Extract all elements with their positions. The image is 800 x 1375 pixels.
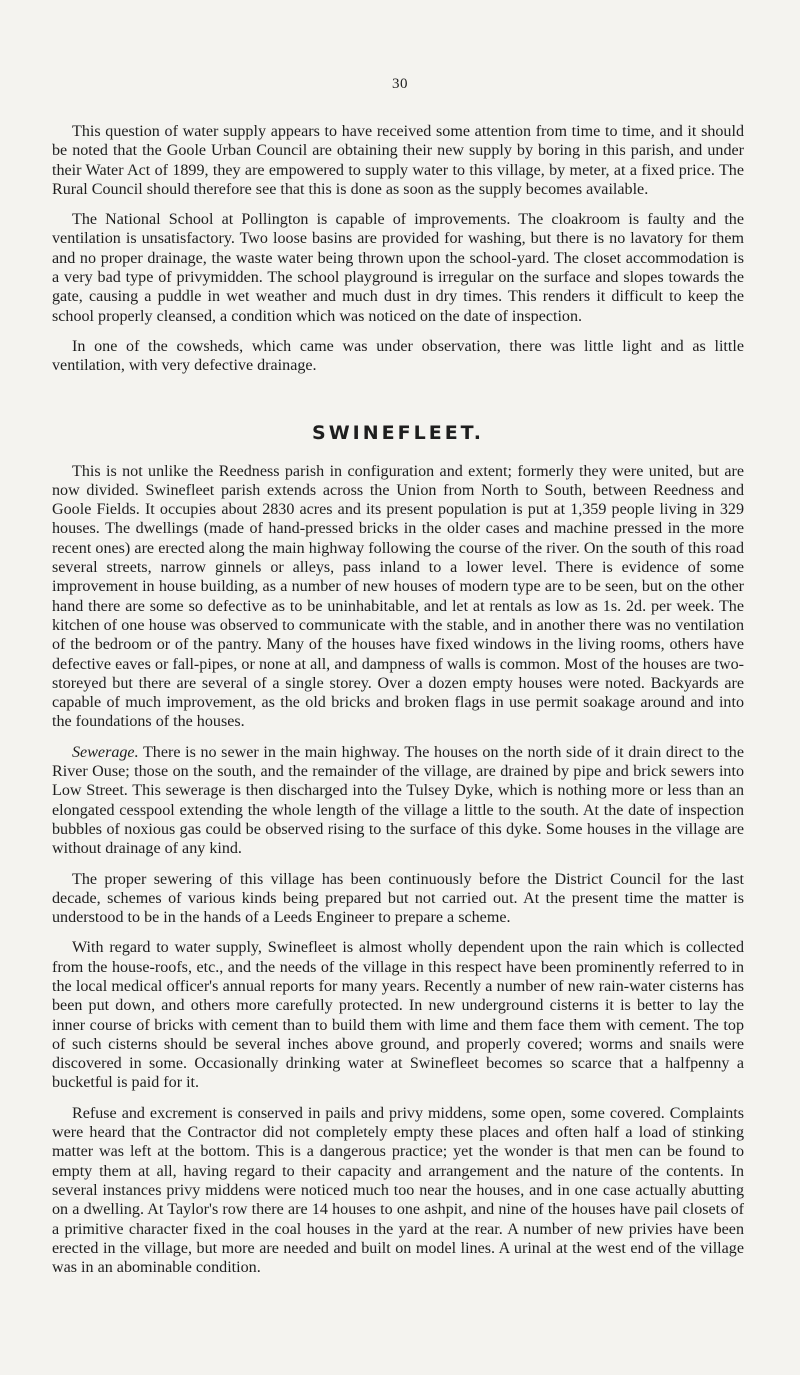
body-text [52,122,744,1288]
paragraph-sewering-scheme: The proper sewering of this village has been continuously before the District Council for the last decade, schemes of various kinds being prepared but not carried out. At the present time the matter is understood to be in the hands of a Leeds Engineer to prepare a scheme. [52,870,744,927]
paragraph-water-supply: This question of water supply appears to have received some attention from time to time, and it should be noted that the Goole Urban Council are obtaining their new supply by boring in this parish, and under their Water Act of 1899, they are empowered to supply water to this village, by meter, at a fixed price. The Rural Council should therefore see that this is done as soon as the supply becomes available. [52,123,744,198]
sewerage-subheading: Sewerage. [72,743,139,761]
sewerage-text: There is no sewer in the main highway. The houses on the north side of it drain direct to the River Ouse; those on the south, and the remainder of the village, are drained by pipe and brick sewers into Low Street. This sewerage is then discharged into the Tulsey Dyke, which is nothing more or less than an elongated cesspool extending the whole length of the village a little to the south. At the date of inspection bubbles of noxious gas could be observed rising to the surface of this dyke. Some houses in the village are without drainage of any kind. [52,743,744,858]
paragraph-rain-water: With regard to water supply, Swinefleet is almost wholly dependent upon the rain which is collected from the house-roofs, etc., and the needs of the village in this respect have been prominently referred to in the local medical officer's annual reports for many years. Recently a number of new rain-water cisterns has been put down, and others more carefully protected. In new underground cisterns it is better to lay the inner course of bricks with cement than to build them with lime and them face them with cement. The top of such cisterns should be several inches above ground, and properly covered; worms and snails were discovered in some. Occasionally drinking water at Swinefleet becomes so scarce that a halfpenny a bucketful is paid for it. [52,939,744,1092]
paragraph-cowsheds: In one of the cowsheds, which came was under observation, there was little light and as little ventilation, with very defective drainage. [52,337,744,375]
paragraph-sewerage [52,743,744,859]
paragraph-national-school: The National School at Pollington is capable of improvements. The cloakroom is faulty and the ventilation is unsatisfactory. Two loose basins are provided for washing, but there is no lavatory for them and no proper drainage, the waste water being thrown upon the school-yard. The closet accommodation is a very bad type of privymidden. The school playground is irregular on the surface and slopes towards the gate, causing a puddle in wet weather and much dust in dry times. This renders it difficult to keep the school properly cleansed, a condition which was noticed on the date of inspection. [52,211,744,325]
paragraph-swinefleet-general: This is not unlike the Reedness parish in configuration and extent; formerly they were united, but are now divided. Swinefleet parish extends across the Union from North to South, between Reedness and Goole Fields. It occupies about 2830 acres and its present population is put at 1,359 people living in 329 houses. The dwellings (made of hand-pressed bricks in the older cases and machine pressed in the more recent ones) are erected along the main highway following the course of the river. On the south of this road several streets, narrow ginnels or alleys, pass inland to a lower level. There is evidence of some improvement in house building, as a number of new houses of modern type are to be seen, but on the other hand there are some so defective as to be uninhabitable, and let at rentals as low as 1s. 2d. per week. The kitchen of one house was observed to communicate with the stable, and in another there was no ventilation of the bedroom or of the pantry. Many of the houses have fixed windows in the living rooms, others have defective eaves or fall-pipes, or none at all, and dampness of walls is common. Most of the houses are two-storeyed but there are several of a single storey. Over a dozen empty houses were noted. Backyards are capable of much improvement, as the old bricks and broken flags in use permit soakage around and into the foundations of the houses. [52,462,744,731]
section-heading: SWINEFLEET. [312,421,484,444]
paragraph-refuse: Refuse and excrement is conserved in pails and privy middens, some open, some covered. Complaints were heard that the Contractor did not completely empty these places and often half a load of stinking matter was left at the bottom. This is a dangerous practice; yet the wonder is that men can be found to empty them at all, having regard to their capacity and arrangement and the nature of the contents. In several instances privy middens were noticed much too near the houses, and in one case actually abutting on a dwelling. At Taylor's row there are 14 houses to one ashpit, and nine of the houses have pail closets of a primitive character fixed in the coal houses in the yard at the rear. A number of new privies have been erected in the village, but more are needed and built on model lines. A urinal at the west end of the village was in an abominable condition. [52,1104,744,1277]
page-number: 30 [392,76,408,92]
